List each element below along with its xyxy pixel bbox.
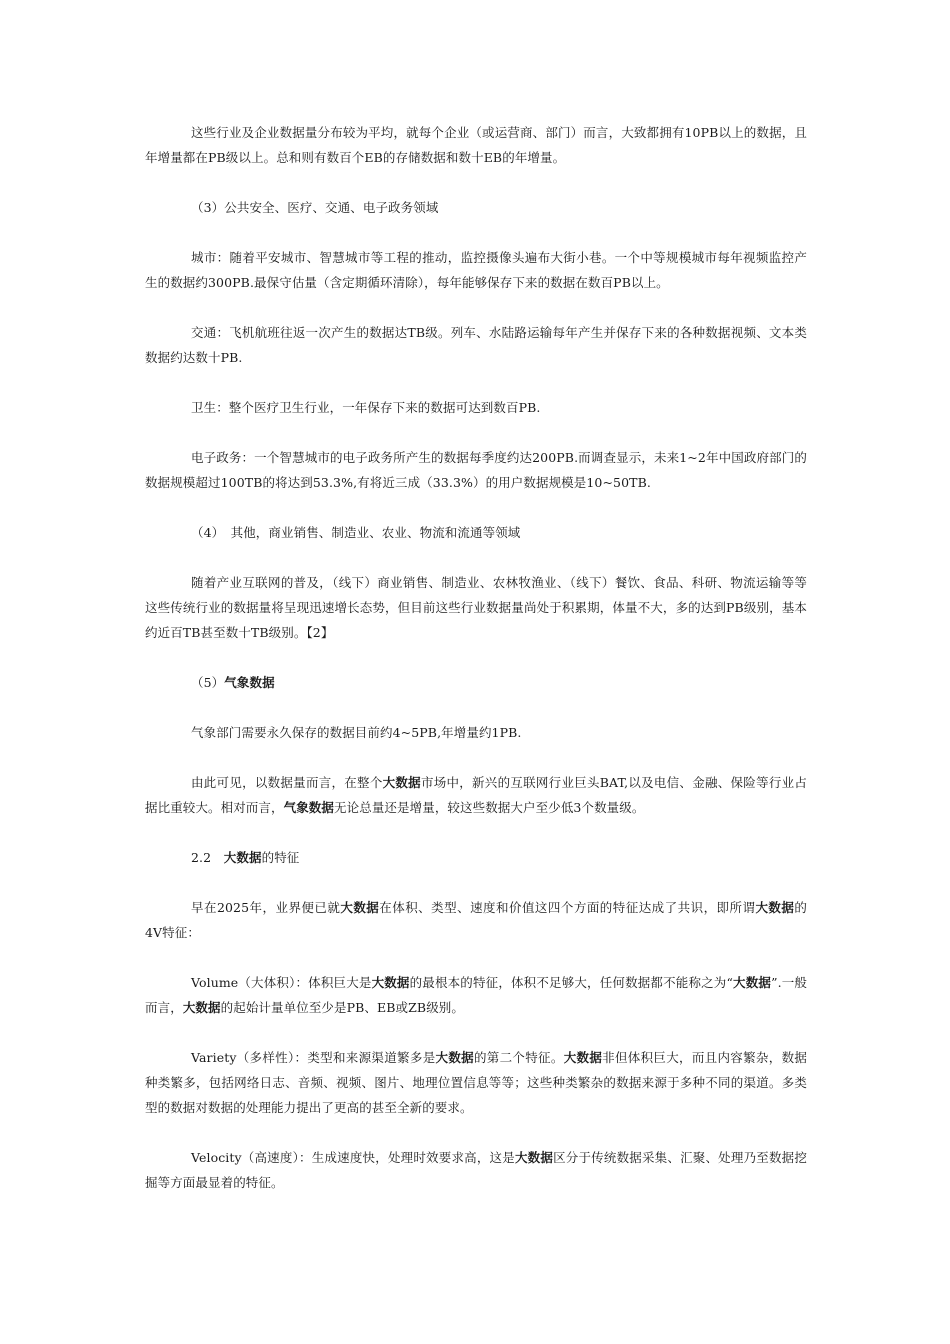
paragraph-velocity: Velocity（高速度）：生成速度快，处理时效要求高，这是大数据区分于传统数据采集、汇聚、处理乃至数据挖掘等方面最显着的特征。 — [145, 1150, 807, 1190]
paragraph-volume: Volume（大体积）：体积巨大是大数据的最根本的特征，体积不足够大，任何数据都不能称之为“大数据”.一般而言，大数据的起始计量单位至少是PB、EB或ZB级别。 — [145, 975, 807, 1015]
paragraph-city: 城市：随着平安城市、智慧城市等工程的推动，监控摄像头遍布大街小巷。一个中等规模城市每年视频监控产生的数据约300PB.最保守估量（含定期循环清除），每年能够保存下来的数据在数百PB以上。 — [145, 250, 807, 290]
paragraph-4v-intro: 早在2025年，业界便已就大数据在体积、类型、速度和价值这四个方面的特征达成了共识，即所谓大数据的4V特征： — [145, 900, 807, 940]
section-heading-public-sectors: （3）公共安全、医疗、交通、电子政务领域 — [191, 200, 439, 215]
paragraph-variety: Variety（多样性）：类型和来源渠道繁多是大数据的第二个特征。大数据非但体积巨大，而且内容繁杂，数据种类繁多，包括网络日志、音频、视频、图片、地理位置信息等等；这些种类繁杂的数据来源于多种不同的渠道。多类型的数据对数据的处理能力提出了更高的甚至全新的要求。 — [145, 1050, 807, 1115]
paragraph-industrial-internet: 随着产业互联网的普及，（线下）商业销售、制造业、农林牧渔业、（线下）餐饮、食品、科研、物流运输等等这些传统行业的数据量将呈现迅速增长态势，但目前这些行业数据量尚处于积累期，体量不大，多的达到PB级别，基本约近百TB甚至数十TB级别。【2】 — [145, 575, 807, 640]
paragraph-health: 卫生：整个医疗卫生行业，一年保存下来的数据可达到数百PB. — [191, 400, 541, 415]
paragraph-meteorological: 气象部门需要永久保存的数据目前约4~5PB,年增量约1PB. — [191, 725, 522, 740]
section-heading-other-sectors: （4） 其他，商业销售、制造业、农业、物流和流通等领域 — [191, 525, 521, 540]
paragraph-industry-data: 这些行业及企业数据量分布较为平均，就每个企业（或运营商、部门）而言，大致都拥有10PB以上的数据，且年增量都在PB级以上。总和则有数百个EB的存储数据和数十EB的年增量。 — [145, 125, 807, 165]
paragraph-e-government: 电子政务：一个智慧城市的电子政务所产生的数据每季度约达200PB.而调查显示，未来1~2年中国政府部门的数据规模超过100TB的将达到53.3%,有将近三成（33.3%）的用户数据规模是10~50TB. — [145, 450, 807, 490]
section-heading-meteorological: （5）气象数据 — [191, 675, 275, 690]
section-heading-big-data-features: 2.2 大数据的特征 — [191, 850, 300, 865]
document-page — [145, 120, 807, 1220]
paragraph-transport: 交通：飞机航班往返一次产生的数据达TB级。列车、水陆路运输每年产生并保存下来的各种数据视频、文本类数据约达数十PB. — [145, 325, 807, 365]
paragraph-conclusion: 由此可见，以数据量而言，在整个大数据市场中，新兴的互联网行业巨头BAT,以及电信、金融、保险等行业占据比重较大。相对而言，气象数据无论总量还是增量，较这些数据大户至少低3个数量级。 — [145, 775, 807, 815]
